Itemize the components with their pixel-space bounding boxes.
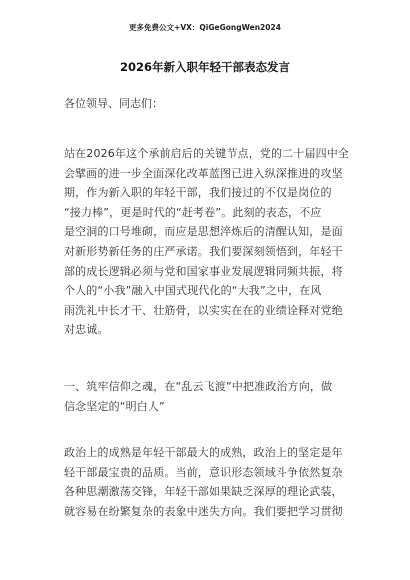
header-note: 更多免费公文+VX：QiGeGongWen2024 [129,23,281,32]
greeting: 各位领导、同志们： [64,97,163,110]
document-title: 2026年新入职年轻干部表态发言 [119,60,290,74]
paragraph-line: 轻干部最宝贵的品质。当前，意识形态领域斗争依然复杂 [64,465,343,479]
intro-paragraph [64,144,350,340]
paragraph-line: 是空洞的口号堆砌，而应是思想淬炼后的清醒认知，是面 [64,225,343,239]
paragraph-line: 站在2026年这个承前启后的关键节点，党的二十届四中全 [64,147,350,160]
paragraph-line: 雨洗礼中长才干、壮筋骨，以实实在在的业绩诠释对党绝 [64,303,343,317]
paragraph-line: 期，作为新入职的年轻干部，我们接过的不仅是岗位的 [64,186,332,200]
paragraph-line: 部的成长逻辑必须与党和国家事业发展逻辑同频共振，将 [64,264,343,278]
section-one-heading [64,377,350,416]
paragraph-line: 各种思潮激荡交锋，年轻干部如果缺乏深厚的理论武装， [64,485,343,499]
paragraph-line: 就容易在纷繁复杂的表象中迷失方向。我们要把学习贯彻 [64,504,343,518]
paragraph-line: 个人的“小我”融入中国式现代化的“大我”之中，在风 [64,284,322,298]
paragraph-line: 对新形势新任务的庄严承诺。我们要深刻领悟到，年轻干 [64,244,343,258]
heading-line: 信念坚定的“明白人” [64,399,165,413]
paragraph-line: “接力棒”，更是时代的“赶考卷”。此刻的表态，不应 [64,205,322,219]
paragraph-line: 对忠诚。 [64,323,109,337]
paragraph-line: 政治上的成熟是年轻干部最大的成熟，政治上的坚定是年 [64,446,343,459]
body-paragraph [64,443,350,521]
heading-line: 一、筑牢信仰之魂，在“乱云飞渡”中把准政治方向，做 [64,380,333,393]
paragraph-line: 会擘画的进一步全面深化改革蓝图已进入纵深推进的攻坚 [64,166,343,180]
